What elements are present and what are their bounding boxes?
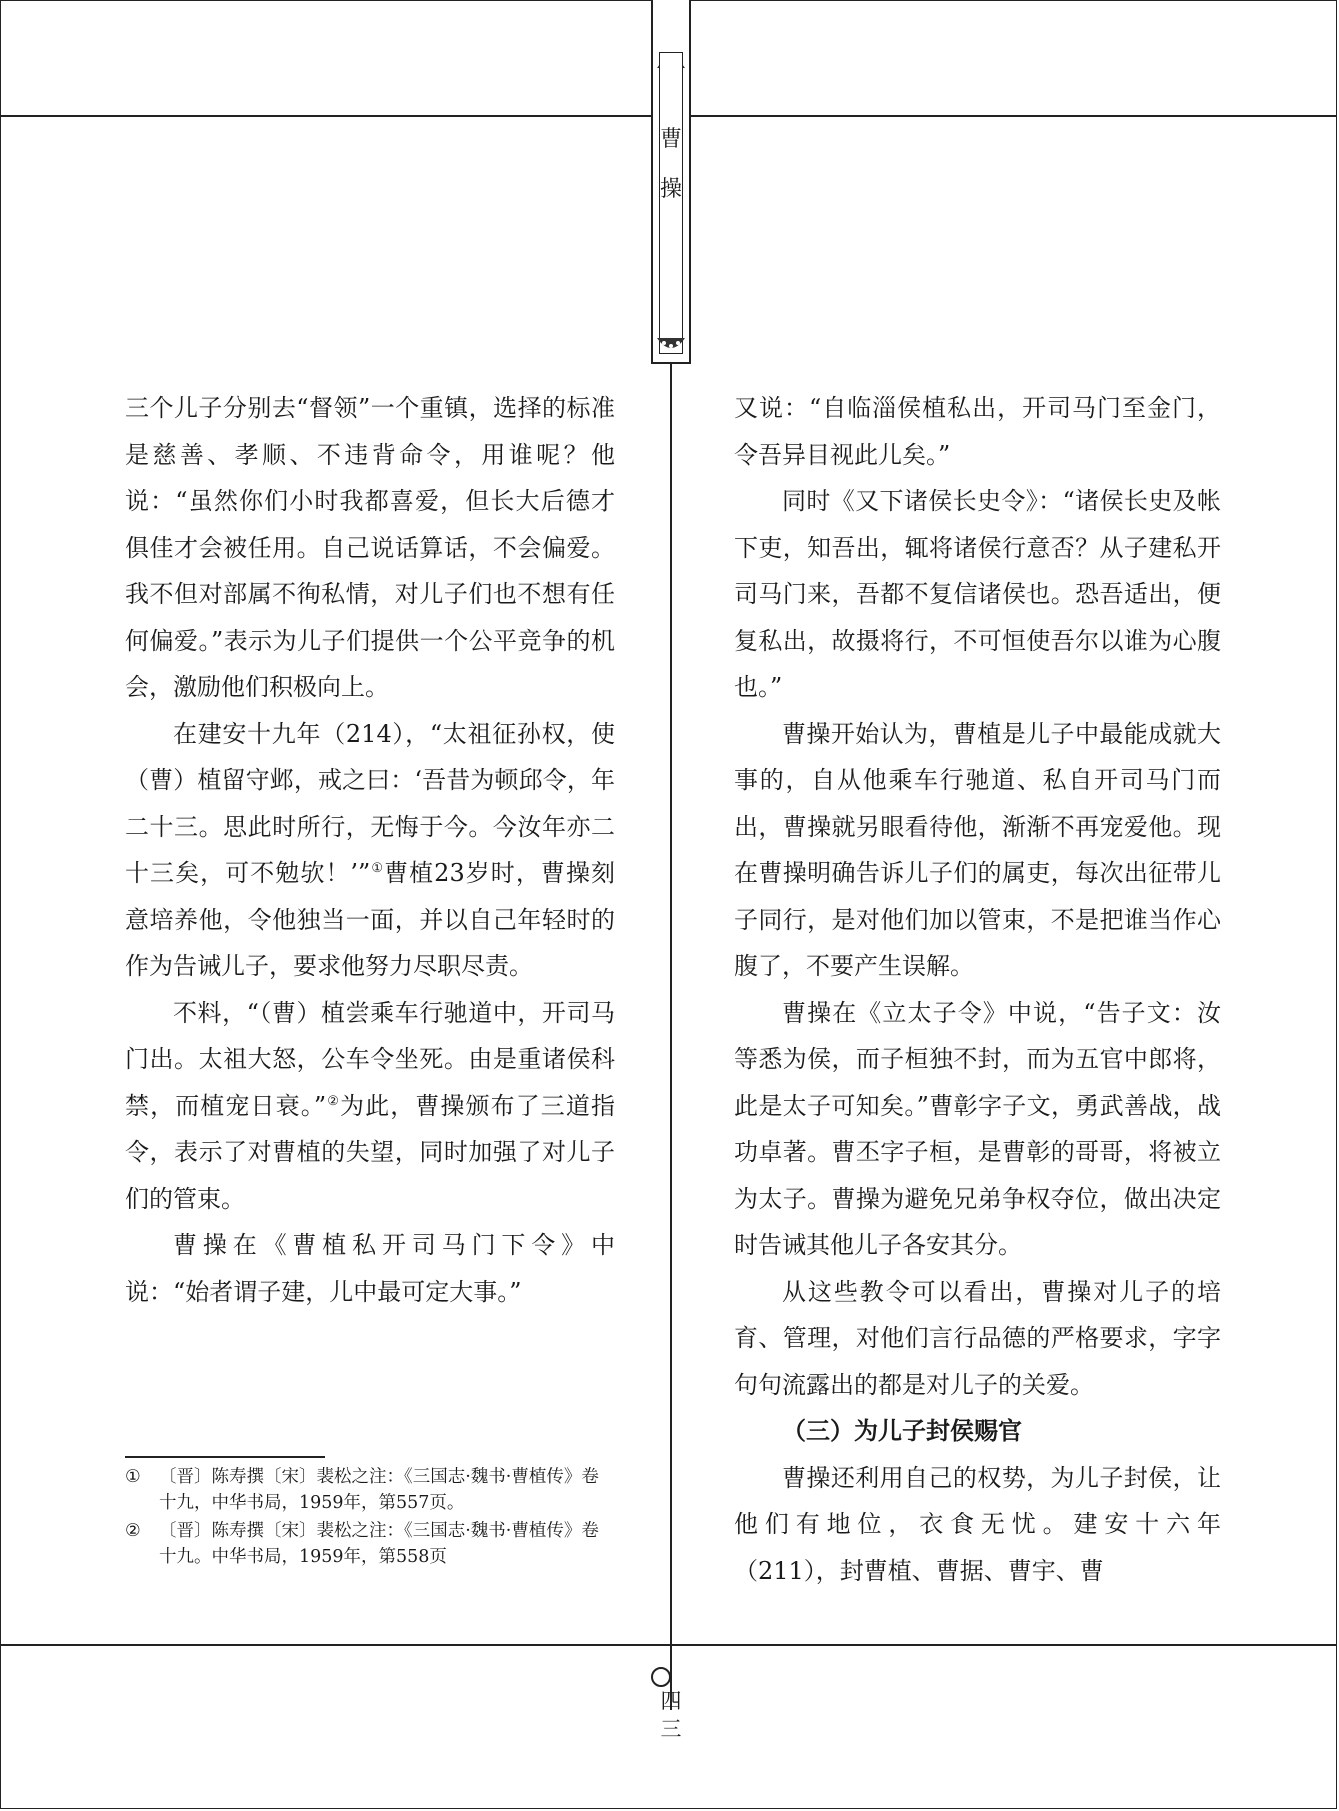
page-number — [651, 1663, 691, 1743]
paragraph-text: 不料，“（曹）植尝乘车行驰道中，开司马门出。太祖大怒，公车令坐死。由是重诸侯科禁，而植宠日衰。” — [125, 998, 615, 1120]
page-number-char: 三 — [660, 1717, 682, 1741]
running-title-tab — [651, 0, 691, 364]
paragraph — [125, 990, 615, 1223]
right-column — [734, 385, 1221, 1594]
page-number-char: 四 — [660, 1689, 682, 1713]
footnote-text: 〔晋〕陈寿撰〔宋〕裴松之注：《三国志·魏书·曹植传》卷十九。中华书局，1959年，第558页 — [159, 1521, 599, 1567]
paragraph-text: 三个儿子分别去“督领”一个重镇，选择的标准是慈善、孝顺、不违背命令，用谁呢？他说：“虽然你们小时我都喜爱，但长大后德才俱佳才会被任用。自己说话算话，不会偏爱。我不但对部属不徇私情，对儿子们也不想有任何偏爱。”表示为儿子们提供一个公平竞争的机会，激励他们积极向上。 — [125, 394, 615, 701]
paragraph — [125, 711, 615, 990]
paragraph — [734, 478, 1221, 711]
footnote — [125, 1464, 615, 1516]
paragraph-text: 曹操在《立太子令》中说，“告子文：汝等悉为侯，而子桓独不封，而为五官中郎将，此是太子可知矣。”曹彰字子文，勇武善战，战功卓著。曹丕字子桓，是曹彰的哥哥，将被立为太子。曹操为避免兄弟争权夺位，做出决定时告诫其他儿子各安其分。 — [734, 998, 1221, 1259]
footnote-rule — [125, 1456, 325, 1458]
paragraph-text: 又说：“自临淄侯植私出，开司马门至金门，令吾异目视此儿矣。” — [734, 394, 1221, 469]
paragraph-text: 同时《又下诸侯长史令》：“诸侯长史及帐下吏，知吾出，辄将诸侯行意否？从子建私开司马门来，吾都不复信诸侯也。恐吾适出，便复私出，故摄将行，不可恒使吾尔以谁为心腹也。” — [734, 487, 1221, 701]
paragraph — [734, 385, 1221, 478]
running-title-char: 操 — [659, 177, 682, 202]
section-heading — [734, 1408, 1221, 1455]
paragraph-text: 曹植23岁时，曹操刻意培养他，令他独当一面，并以自己年轻时的作为告诫儿子，要求他努力尽职尽责。 — [125, 859, 615, 980]
footnote — [125, 1518, 615, 1570]
running-title — [653, 115, 689, 215]
paragraph-text: 从这些教令可以看出，曹操对儿子的培育、管理，对他们言行品德的严格要求，字字句句流露出的都是对儿子的关爱。 — [734, 1277, 1221, 1399]
footer-rule — [0, 1644, 1337, 1646]
paragraph-text: 曹操还利用自己的权势，为儿子封侯，让他们有地位，衣食无忧。建安十六年（211），封曹植、曹据、曹宇、曹 — [734, 1463, 1221, 1585]
paragraph — [734, 990, 1221, 1269]
running-title-char: 曹 — [659, 127, 682, 152]
paragraph-text: 在建安十九年（214），“太祖征孙权，使（曹）植留守邺，戒之曰：‘吾昔为顿邱令，年二十三。思此时所行，无悔于今。今汝年亦二十三矣，可不勉欤！’” — [125, 719, 615, 887]
footnotes — [125, 1464, 615, 1572]
paragraph — [734, 1455, 1221, 1595]
column-divider — [670, 364, 672, 1710]
page-number-circle-icon — [651, 1667, 691, 1687]
paragraph — [734, 1269, 1221, 1409]
paragraph — [734, 711, 1221, 990]
paragraph-text: 为此，曹操颁布了三道指令，表示了对曹植的失望，同时加强了对儿子们的管束。 — [125, 1091, 616, 1213]
left-column — [125, 385, 615, 1315]
scroll-bottom-ornament-icon — [655, 336, 687, 354]
paragraph — [125, 1222, 615, 1315]
paragraph-text: 曹操在《曹植私开司马门下令》中说：“始者谓子建，儿中最可定大事。” — [125, 1231, 615, 1306]
footnote-mark: ① — [125, 1467, 141, 1487]
paragraph — [125, 385, 615, 711]
section-heading-text: （三）为儿子封侯赐官 — [782, 1416, 1022, 1445]
footnote-ref-1[interactable]: ① — [370, 861, 385, 876]
footnote-ref-2[interactable]: ② — [326, 1093, 340, 1109]
footnote-mark: ② — [125, 1521, 141, 1541]
paragraph-text: 曹操开始认为，曹植是儿子中最能成就大事的，自从他乘车行驰道、私自开司马门而出，曹操就另眼看待他，渐渐不再宠爱他。现在曹操明确告诉儿子们的属吏，每次出征带儿子同行，是对他们加以管束，不是把谁当作心腹了，不要产生误解。 — [734, 719, 1221, 980]
footnote-text: 〔晋〕陈寿撰〔宋〕裴松之注：《三国志·魏书·曹植传》卷十九，中华书局，1959年，第557页。 — [159, 1467, 599, 1513]
